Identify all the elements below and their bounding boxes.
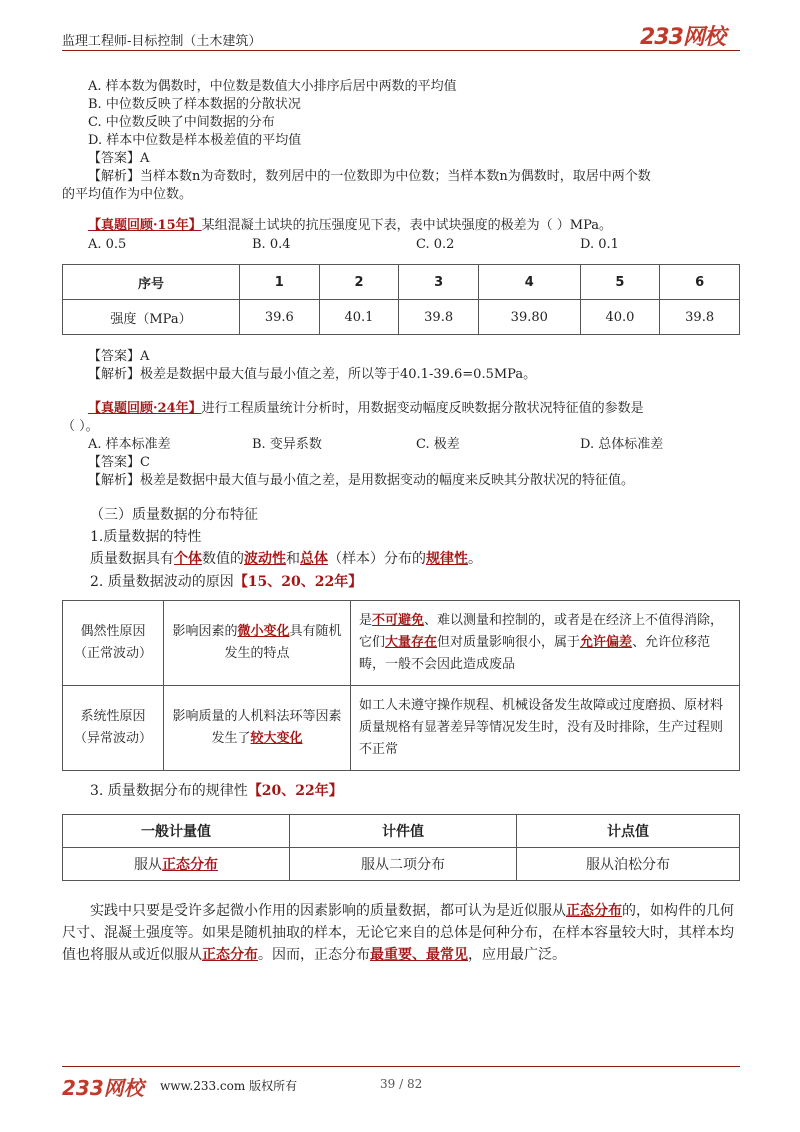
exam-years-tag: 【20、22年】: [247, 783, 343, 799]
table-header-cell: 6: [660, 265, 740, 300]
keyword: 较大变化: [250, 731, 303, 746]
analysis-2: 【解析】极差是数据中最大值与最小值之差，所以等于40.1-39.6=0.5MPa。: [88, 367, 537, 382]
text-part: 但对质量影响很小，属于: [437, 635, 581, 650]
subsection-1-text: [90, 550, 482, 568]
text-part: 。因而，正态分布: [258, 947, 370, 963]
table-cell: 39.6: [240, 300, 320, 335]
question-2: [88, 217, 612, 235]
table-cell: 40.0: [580, 300, 660, 335]
keyword: 正态分布: [162, 857, 218, 873]
question-2-text: 某组混凝土试块的抗压强度见下表，表中试块强度的极差为（ ）MPa。: [201, 218, 612, 233]
table-header-row: [63, 815, 740, 848]
answer-2: 【答案】A: [88, 349, 150, 364]
keyword: 大量存在: [385, 635, 438, 650]
question-3-text: 进行工程质量统计分析时，用数据变动幅度反映数据分散状况特征值的参数是: [201, 401, 644, 416]
keyword: 总体: [300, 551, 328, 567]
q2-option-b: B. 0.4: [252, 237, 291, 252]
text-part: 质量数据具有: [90, 551, 174, 567]
question-3: [88, 400, 644, 418]
table-row: [63, 601, 740, 686]
q3-option-a: A. 样本标准差: [88, 437, 171, 452]
subsection-2-title: 2. 质量数据波动的原因: [90, 574, 234, 590]
table-cell: 39.80: [478, 300, 580, 335]
subsection-3-title: 3. 质量数据分布的规律性: [90, 783, 248, 799]
exam-years-tag: 【15、20、22年】: [233, 574, 363, 590]
text-part: 影响因素的: [172, 624, 238, 639]
answer-3: 【答案】C: [88, 455, 150, 470]
cause-desc-cell: [351, 601, 740, 686]
text-part: 和: [286, 551, 300, 567]
q3-option-b: B. 变异系数: [252, 437, 322, 452]
keyword: 规律性: [426, 551, 468, 567]
table-cell: 服从泊松分布: [517, 848, 740, 881]
footer-copyright: www.233.com 版权所有: [160, 1079, 298, 1093]
option-b: B. 中位数反映了样本数据的分散状况: [88, 97, 301, 112]
text-part: 。: [468, 551, 482, 567]
brand-logo: 233网校: [640, 25, 725, 50]
question-3-text2: （ ）。: [62, 419, 99, 434]
cause-desc-cell: 如工人未遵守操作规程、机械设备发生故障或过度磨损、原材料质量规格有显著差异等情况发生时，没有及时排除，生产过程则不正常: [351, 686, 740, 771]
answer-1: 【答案】A: [88, 151, 150, 166]
q3-option-d: D. 总体标准差: [580, 437, 664, 452]
text-part: 、难以测量和控制的，或者是在经济上不值得消除，它们: [359, 613, 724, 650]
keyword: 微小变化: [237, 624, 290, 639]
table-row: [63, 300, 740, 335]
cause-name-cell: [63, 686, 164, 771]
table-cell: 40.1: [319, 300, 399, 335]
table-header-cell: 5: [580, 265, 660, 300]
cause-name: 偶然性原因: [80, 624, 146, 639]
cause-factor-cell: [164, 601, 351, 686]
keyword: 正态分布: [202, 947, 258, 963]
analysis-3: 【解析】极差是数据中最大值与最小值之差，是用数据变动的幅度来反映其分散状况的特征值。: [88, 473, 635, 488]
exam-tag: 【真题回顾·15年】: [88, 218, 202, 233]
keyword: 不可避免: [372, 613, 425, 628]
text-part: 数值的: [202, 551, 244, 567]
distribution-paragraph: [62, 900, 740, 966]
section-title: （三）质量数据的分布特征: [90, 507, 258, 523]
cause-sub: （异常波动）: [73, 731, 152, 746]
strength-table: [62, 264, 740, 335]
text-part: 影响质量的人机料法环等因素发生了: [172, 709, 342, 746]
option-a: A. 样本数为偶数时，中位数是数值大小排序后居中两数的平均值: [88, 79, 457, 94]
subsection-2: [90, 573, 362, 591]
document-header-title: 监理工程师-目标控制（土木建筑）: [62, 34, 262, 49]
q3-option-c: C. 极差: [416, 437, 460, 452]
table-header-cell: 2: [319, 265, 399, 300]
distribution-table: [62, 814, 740, 881]
exam-tag: 【真题回顾·24年】: [88, 401, 202, 416]
table-header-cell: 计件值: [290, 815, 517, 848]
text-part: 、允许位移范畴，一般不会因此造成废品: [359, 635, 711, 672]
footer-logo: 233网校: [62, 1076, 144, 1100]
table-header-cell: 计点值: [517, 815, 740, 848]
cause-sub: （正常波动）: [73, 646, 152, 661]
table-header-cell: 序号: [63, 265, 240, 300]
subsection-1: 1.质量数据的特性: [90, 529, 202, 545]
subsection-3: [90, 782, 343, 800]
table-header-cell: 1: [240, 265, 320, 300]
keyword: 允许偏差: [580, 635, 633, 650]
keyword: 最重要、最常见: [370, 947, 468, 963]
q2-option-c: C. 0.2: [416, 237, 455, 252]
table-header-row: [63, 265, 740, 300]
cause-factor-cell: [164, 686, 351, 771]
table-header-cell: 3: [399, 265, 479, 300]
text-part: 具有随机发生的特点: [224, 624, 342, 661]
q2-option-d: D. 0.1: [580, 237, 619, 252]
keyword: 个体: [174, 551, 202, 567]
cause-name-cell: [63, 601, 164, 686]
text-part: 服从: [134, 857, 162, 873]
table-header-cell: 4: [478, 265, 580, 300]
option-d: D. 样本中位数是样本极差值的平均值: [88, 133, 302, 148]
header-divider: [62, 50, 740, 51]
analysis-1a: 【解析】当样本数n为奇数时，数列居中的一位数即为中位数；当样本数n为偶数时，取居中两个数: [88, 169, 651, 184]
analysis-1b: 的平均值作为中位数。: [62, 187, 193, 202]
cause-name: 系统性原因: [80, 709, 146, 724]
footer-divider: [62, 1066, 740, 1067]
causes-table: [62, 600, 740, 771]
text-part: 是: [359, 613, 373, 628]
table-row: [63, 848, 740, 881]
option-c: C. 中位数反映了中间数据的分布: [88, 115, 275, 130]
text-part: 的，如构件的几何尺寸、混凝土强度等。如果是随机抽取的样本，无论它来自的总体是何种分布，在样本容量较大时，其样本均值也将服从或近似服从: [62, 903, 734, 963]
table-header-cell: 一般计量值: [63, 815, 290, 848]
text-part: 实践中只要是受许多起微小作用的因素影响的质量数据，都可认为是近似服从: [90, 903, 566, 919]
keyword: 波动性: [244, 551, 286, 567]
keyword: 正态分布: [566, 903, 622, 919]
table-cell: 39.8: [660, 300, 740, 335]
table-cell: 39.8: [399, 300, 479, 335]
text-part: ，应用最广泛。: [468, 947, 566, 963]
text-part: （样本）分布的: [328, 551, 426, 567]
table-cell: 服从二项分布: [290, 848, 517, 881]
table-cell: [63, 848, 290, 881]
table-cell: 强度（MPa）: [63, 300, 240, 335]
q2-option-a: A. 0.5: [88, 237, 127, 252]
page-number: 39 / 82: [380, 1077, 423, 1091]
table-row: [63, 686, 740, 771]
